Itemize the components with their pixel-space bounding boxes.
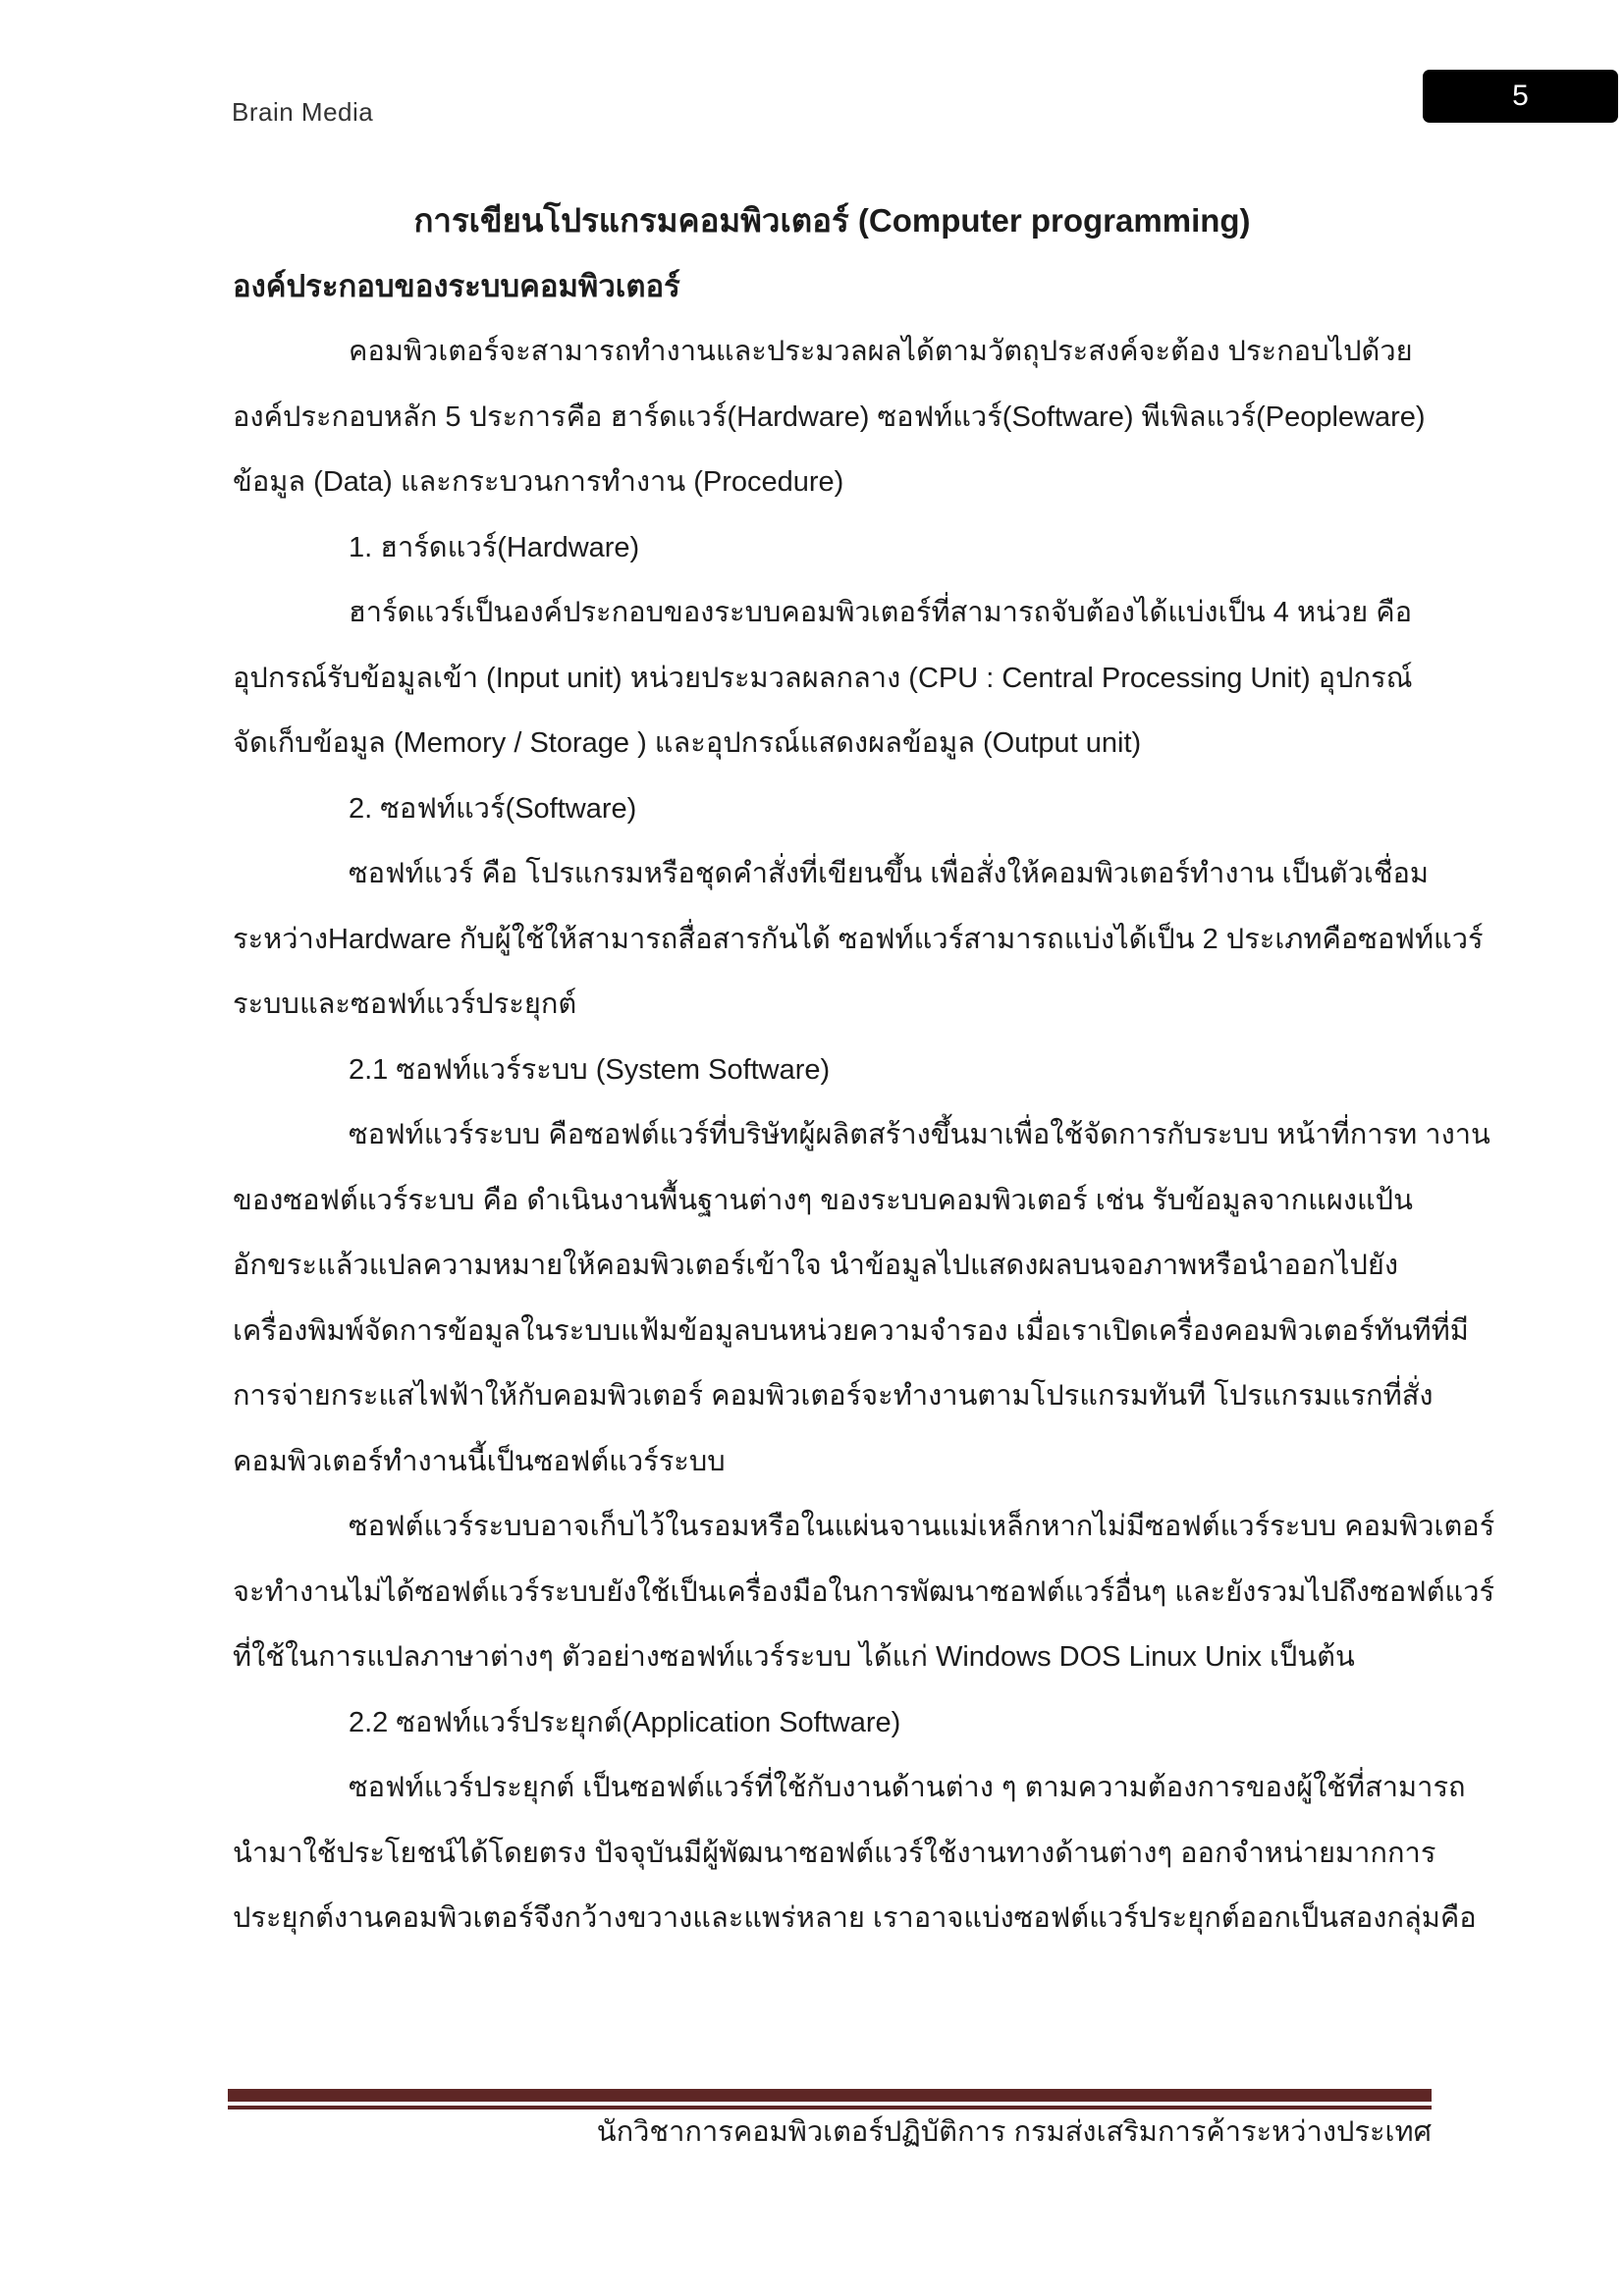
document-title: การเขียนโปรแกรมคอมพิวเตอร์ (Computer programming) [413, 202, 1251, 239]
footer-rule-thick [228, 2089, 1432, 2102]
page-number-badge [1423, 70, 1618, 123]
body-line: 2.1 ซอฟท์แวร์ระบบ (System Software) [349, 1053, 831, 1086]
document-body [233, 188, 1495, 1951]
body-line: 1. ฮาร์ดแวร์(Hardware) [349, 531, 640, 563]
body-line: จัดเก็บข้อมูล (Memory / Storage ) และอุปกรณ์แสดงผลข้อมูล (Output unit) [233, 727, 1142, 759]
footer-text: นักวิชาการคอมพิวเตอร์ปฏิบัติการ กรมส่งเสริมการค้าระหว่างประเทศ [596, 2116, 1432, 2148]
body-line: ข้อมูล (Data) และกระบวนการทำงาน (Procedure) [233, 466, 844, 498]
body-line: ประยุกต์งานคอมพิวเตอร์จึงกว้างขวางและแพร่หลาย เราอาจแบ่งซอฟต์แวร์ประยุกต์ออกเป็นสองกลุ่มคือ [233, 1902, 1477, 1934]
body-line: คอมพิวเตอร์จะสามารถทำงานและประมวลผลได้ตามวัตถุประสงค์จะต้อง ประกอบไปด้วย [349, 336, 1413, 367]
body-line: ของซอฟต์แวร์ระบบ คือ ดำเนินงานพื้นฐานต่างๆ ของระบบคอมพิวเตอร์ เช่น รับข้อมูลจากแผงแป้น [233, 1184, 1413, 1216]
body-line: เครื่องพิมพ์จัดการข้อมูลในระบบแฟ้มข้อมูลบนหน่วยความจำรอง เมื่อเราเปิดเครื่องคอมพิวเตอร์ทันทีที่มี [233, 1314, 1469, 1347]
body-line: การจ่ายกระแสไฟฟ้าให้กับคอมพิวเตอร์ คอมพิวเตอร์จะทำงานตามโปรแกรมทันที โปรแกรมแรกที่สั่ง [233, 1380, 1434, 1412]
body-line: ซอฟท์แวร์ คือ โปรแกรมหรือชุดคำสั่งที่เขียนขึ้น เพื่อสั่งให้คอมพิวเตอร์ทำงาน เป็นตัวเชื่อม [349, 858, 1430, 889]
body-lines [233, 319, 1495, 1951]
body-line: คอมพิวเตอร์ทำงานนี้เป็นซอฟต์แวร์ระบบ [233, 1445, 726, 1477]
body-line: อุปกรณ์รับข้อมูลเข้า (Input unit) หน่วยประมวลผลกลาง (CPU : Central Processing Unit) อุปกรณ์ [233, 662, 1413, 694]
brand-text: Brain Media [232, 97, 374, 127]
body-line: จะทำงานไม่ได้ซอฟต์แวร์ระบบยังใช้เป็นเครื่องมือในการพัฒนาซอฟต์แวร์อื่นๆ และยังรวมไปถึงซอฟต์แวร์ [233, 1575, 1495, 1608]
body-line: ที่ใช้ในการแปลภาษาต่างๆ ตัวอย่างซอฟท์แวร์ระบบ ได้แก่ Windows DOS Linux Unix เป็นต้น [233, 1641, 1355, 1673]
section-heading: องค์ประกอบของระบบคอมพิวเตอร์ [233, 268, 680, 303]
page-number: 5 [1512, 80, 1529, 112]
body-line: นำมาใช้ประโยชน์ได้โดยตรง ปัจจุบันมีผู้พัฒนาซอฟต์แวร์ใช้งานทางด้านต่างๆ ออกจำหน่ายมากการ [233, 1837, 1436, 1869]
body-line: ฮาร์ดแวร์เป็นองค์ประกอบของระบบคอมพิวเตอร์ที่สามารถจับต้องได้แบ่งเป็น 4 หน่วย คือ [349, 597, 1413, 628]
body-line: ระหว่างHardware กับผู้ใช้ให้สามารถสื่อสารกันได้ ซอฟท์แวร์สามารถแบ่งได้เป็น 2 ประเภทคือซอฟท์แวร์ [233, 923, 1484, 955]
body-line: 2.2 ซอฟท์แวร์ประยุกต์(Application Software) [349, 1706, 901, 1738]
body-line: องค์ประกอบหลัก 5 ประการคือ ฮาร์ดแวร์(Hardware) ซอฟท์แวร์(Software) พีเพิลแวร์(Peopleware) [233, 400, 1426, 433]
body-line: อักขระแล้วแปลความหมายให้คอมพิวเตอร์เข้าใจ นำข้อมูลไปแสดงผลบนจอภาพหรือนำออกไปยัง [233, 1250, 1399, 1281]
body-line: 2. ซอฟท์แวร์(Software) [349, 792, 637, 825]
body-line: ซอฟท์แวร์ประยุกต์ เป็นซอฟต์แวร์ที่ใช้กับงานด้านต่าง ๆ ตามความต้องการของผู้ใช้ที่สามารถ [349, 1772, 1466, 1803]
body-line: ซอฟต์แวร์ระบบอาจเก็บไว้ในรอมหรือในแผ่นจานแม่เหล็กหากไม่มีซอฟต์แวร์ระบบ คอมพิวเตอร์ [349, 1511, 1495, 1542]
body-line: ซอฟท์แวร์ระบบ คือซอฟต์แวร์ที่บริษัทผู้ผลิตสร้างขึ้นมาเพื่อใช้จัดการกับระบบ หน้าที่การท างาน [349, 1119, 1490, 1150]
body-line: ระบบและซอฟท์แวร์ประยุกต์ [233, 988, 577, 1020]
